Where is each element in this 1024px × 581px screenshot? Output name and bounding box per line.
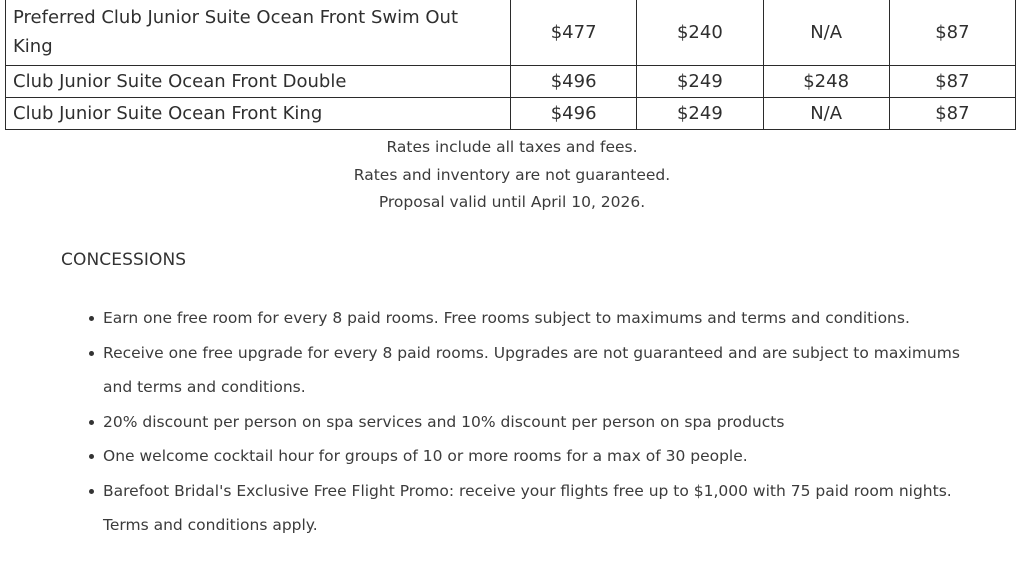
rate-cell: $240: [637, 0, 763, 66]
bullet-icon: [89, 351, 94, 356]
rates-table: [5, 0, 1016, 130]
rate-cell: $496: [511, 98, 637, 130]
table-row: [6, 66, 1016, 98]
table-row: [6, 98, 1016, 130]
rate-cell: $248: [763, 66, 889, 98]
bullet-icon: [89, 454, 94, 459]
room-type-cell: Club Junior Suite Ocean Front Double: [6, 66, 511, 98]
bullet-icon: [89, 316, 94, 321]
note-inventory: Rates and inventory are not guaranteed.: [353, 165, 671, 184]
room-type-cell: Club Junior Suite Ocean Front King: [6, 98, 511, 130]
concessions-heading: CONCESSIONS: [61, 250, 187, 270]
rate-cell: $87: [889, 0, 1015, 66]
rate-cell: $249: [637, 98, 763, 130]
concession-text: 20% discount per person on spa services and 10% discount per person on spa products: [103, 412, 785, 431]
concession-text: One welcome cocktail hour for groups of 10 or more rooms for a max of 30 people.: [103, 447, 748, 465]
concession-text: Earn one free room for every 8 paid rooms. Free rooms subject to maximums and terms and conditions.: [103, 309, 910, 327]
bullet-icon: [89, 420, 94, 425]
note-validity: Proposal valid until April 10, 2026.: [378, 193, 646, 211]
bullet-icon: [89, 489, 94, 494]
list-item: [103, 439, 973, 474]
rate-cell: $477: [511, 0, 637, 66]
concessions-list: [103, 301, 973, 543]
concession-text: Barefoot Bridal's Exclusive Free Flight Promo: receive your flights free up to $1,000 with 75 paid room nights. Terms and conditions apply.: [103, 481, 952, 534]
rate-notes: [0, 134, 1024, 217]
rate-cell: N/A: [763, 98, 889, 130]
rate-cell: N/A: [763, 0, 889, 66]
rate-cell: $87: [889, 98, 1015, 130]
list-item: [103, 405, 973, 440]
table-row: [6, 0, 1016, 66]
rate-cell: $496: [511, 66, 637, 98]
list-item: [103, 336, 973, 405]
list-item: [103, 301, 973, 336]
note-taxes: Rates include all taxes and fees.: [386, 138, 638, 156]
list-item: [103, 474, 973, 543]
concession-text: Receive one free upgrade for every 8 paid rooms. Upgrades are not guaranteed and are subject to maximums and terms and conditions.: [103, 343, 960, 396]
rate-cell: $87: [889, 66, 1015, 98]
room-type-cell: Preferred Club Junior Suite Ocean Front Swim Out King: [6, 0, 511, 66]
rate-cell: $249: [637, 66, 763, 98]
